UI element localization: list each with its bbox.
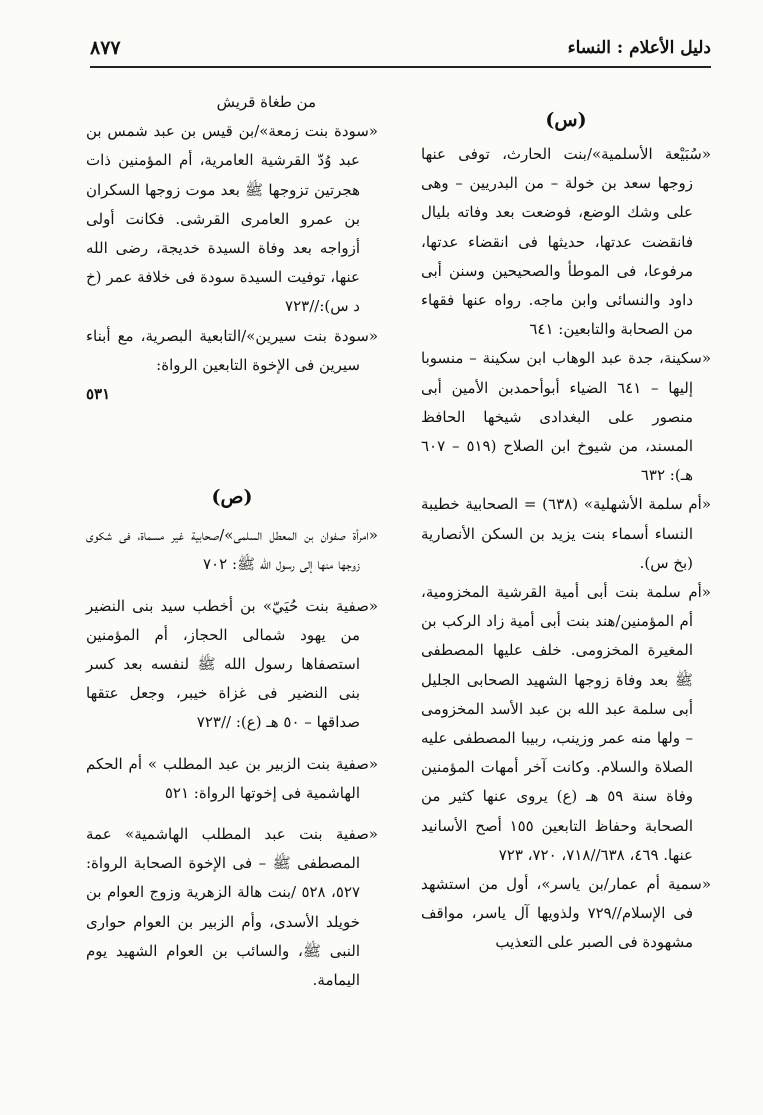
entry-safiyya-huyayy: «صفية بنت حُيَيّ» بن أخطب سيد بنى النضير من يهود شمالى الحجاز، أم المؤمنين استصفاها رسول الله ﷺ لنفسه بعد كسر بنى النضير فى غزاة خيبر، وجعل عتقها صداقها – ٥٠ هـ (ع): //٧٢٣ bbox=[86, 596, 378, 732]
entry-sawda-sirin-ref: ٥٣١ bbox=[86, 385, 111, 404]
entry-sawda-zamaa: «سودة بنت زمعة»/بن قيس بن عبد شمس بن عبد وُدّ القرشية العامرية، أم المؤمنين ذات هجرتين تزوجها ﷺ بعد موت زوجها السكران بن عمرو العامرى القرشى. فكانت أولى أزواجه بعد وفاة السيدة خديجة، رضى الله عنها، توفيت السيدة سودة فى خلافة عمر (خ د س)://٧٢٣ bbox=[86, 122, 378, 316]
section-letter-sad: (ص) bbox=[211, 486, 253, 509]
entry-sukaina: «سكينة، جدة عبد الوهاب ابن سكينة – منسوبا إليها – ٦٤١ الضياء أبوأحمدبن الأمين أبى منصور على البغدادى شيخها الحافظ المسند، من شيوخ ابن الصلاح (٥١٩ – ٦٠٧ هـ): ٦٣٢ bbox=[421, 349, 711, 485]
entry-subaia: «سُبَيْعة الأسلمية»/بنت الحارث، توفى عنها زوجها سعد بن خولة – من البدريين – وهى على وشك الوضع، فوضعت بعد وفاته بليال فانقضت عدتها، حديثها فى انقضاء عدتها، مرفوعا، فى الموطأ والصحيحين وسنن أبى داود والنسائى وابن ماجه. رواه عنها فقهاء من الصحابة والتابعين: ٦٤١ bbox=[421, 145, 711, 339]
header-title: دليل الأعلام : النساء bbox=[567, 38, 711, 58]
left-column bbox=[86, 88, 378, 995]
section-letter-sin: (س) bbox=[545, 109, 587, 131]
page-number: ٨٧٧ bbox=[90, 37, 121, 59]
entry-safiyya-abd-almuttalib: «صفية بنت عبد المطلب الهاشمية» عمة المصطفى ﷺ – فى الإخوة الصحابة الرواة: ٥٢٧، ٥٢٨ /بنت هالة الزهرية وزوج العوام بن خويلد الأسدى، وأم الزبير بن العوام حوارى النبى ﷺ، والسائب بن العوام الشهيد يوم اليمامة. bbox=[86, 825, 378, 990]
right-column bbox=[421, 88, 711, 958]
continued-line: من طغاة قريش bbox=[216, 93, 316, 111]
entry-umm-salama-ashhaliyya: «أم سلمة الأشهلية» (٦٣٨) = الصحابية خطيبة النساء أسماء بنت يزيد بن السكن الأنصارية (بخ س). bbox=[421, 495, 712, 572]
running-header bbox=[90, 30, 711, 68]
entry-umm-salama: «أم سلمة بنت أبى أمية القرشية المخزومية، أم المؤمنين/هند بنت أبى أمية زاد الركب بن المغيرة المخزومى. خلف عليها المصطفى ﷺ بعد وفاة زوجها الشهيد الصحابى الجليل أبى سلمة عبد الله بن عبد الأسد المخزومى – ولها منه عمر وزينب، ربيبا المصطفى عليه الصلاة والسلام. وكانت آخر أمهات المؤمنين وفاة سنة ٥٩ هـ (ع) يروى عنها كثير من الصحابة وحفاظ التابعين ١٥٥ أصح الأسانيد عنها. ٤٦٩، ٦٣٨//٧١٨، ٧٢٠، ٧٢٣ bbox=[421, 583, 711, 864]
entry-sumayya: «سمية أم عمار/بن ياسر»، أول من استشهد فى الإسلام//٧٢٩ ولذويها آل ياسر، مواقف مشهودة فى الصبر على التعذيب bbox=[421, 875, 711, 952]
entry-sawda-sirin: «سودة بنت سيرين»/التابعية البصرية، مع أبناء سيرين فى الإخوة التابعين الرواة: bbox=[86, 326, 378, 374]
entry-safwan-wife: «امرأة صفوان بن المعطل السلمى»/صحابية غير مسماة، فى شكوى زوجها منها إلى رسول الله ﷺ: ٧٠٢ bbox=[86, 526, 378, 574]
entry-safiyya-zubair: «صفية بنت الزبير بن عبد المطلب » أم الحكم الهاشمية فى إخوتها الرواة: ٥٢١ bbox=[86, 754, 378, 802]
